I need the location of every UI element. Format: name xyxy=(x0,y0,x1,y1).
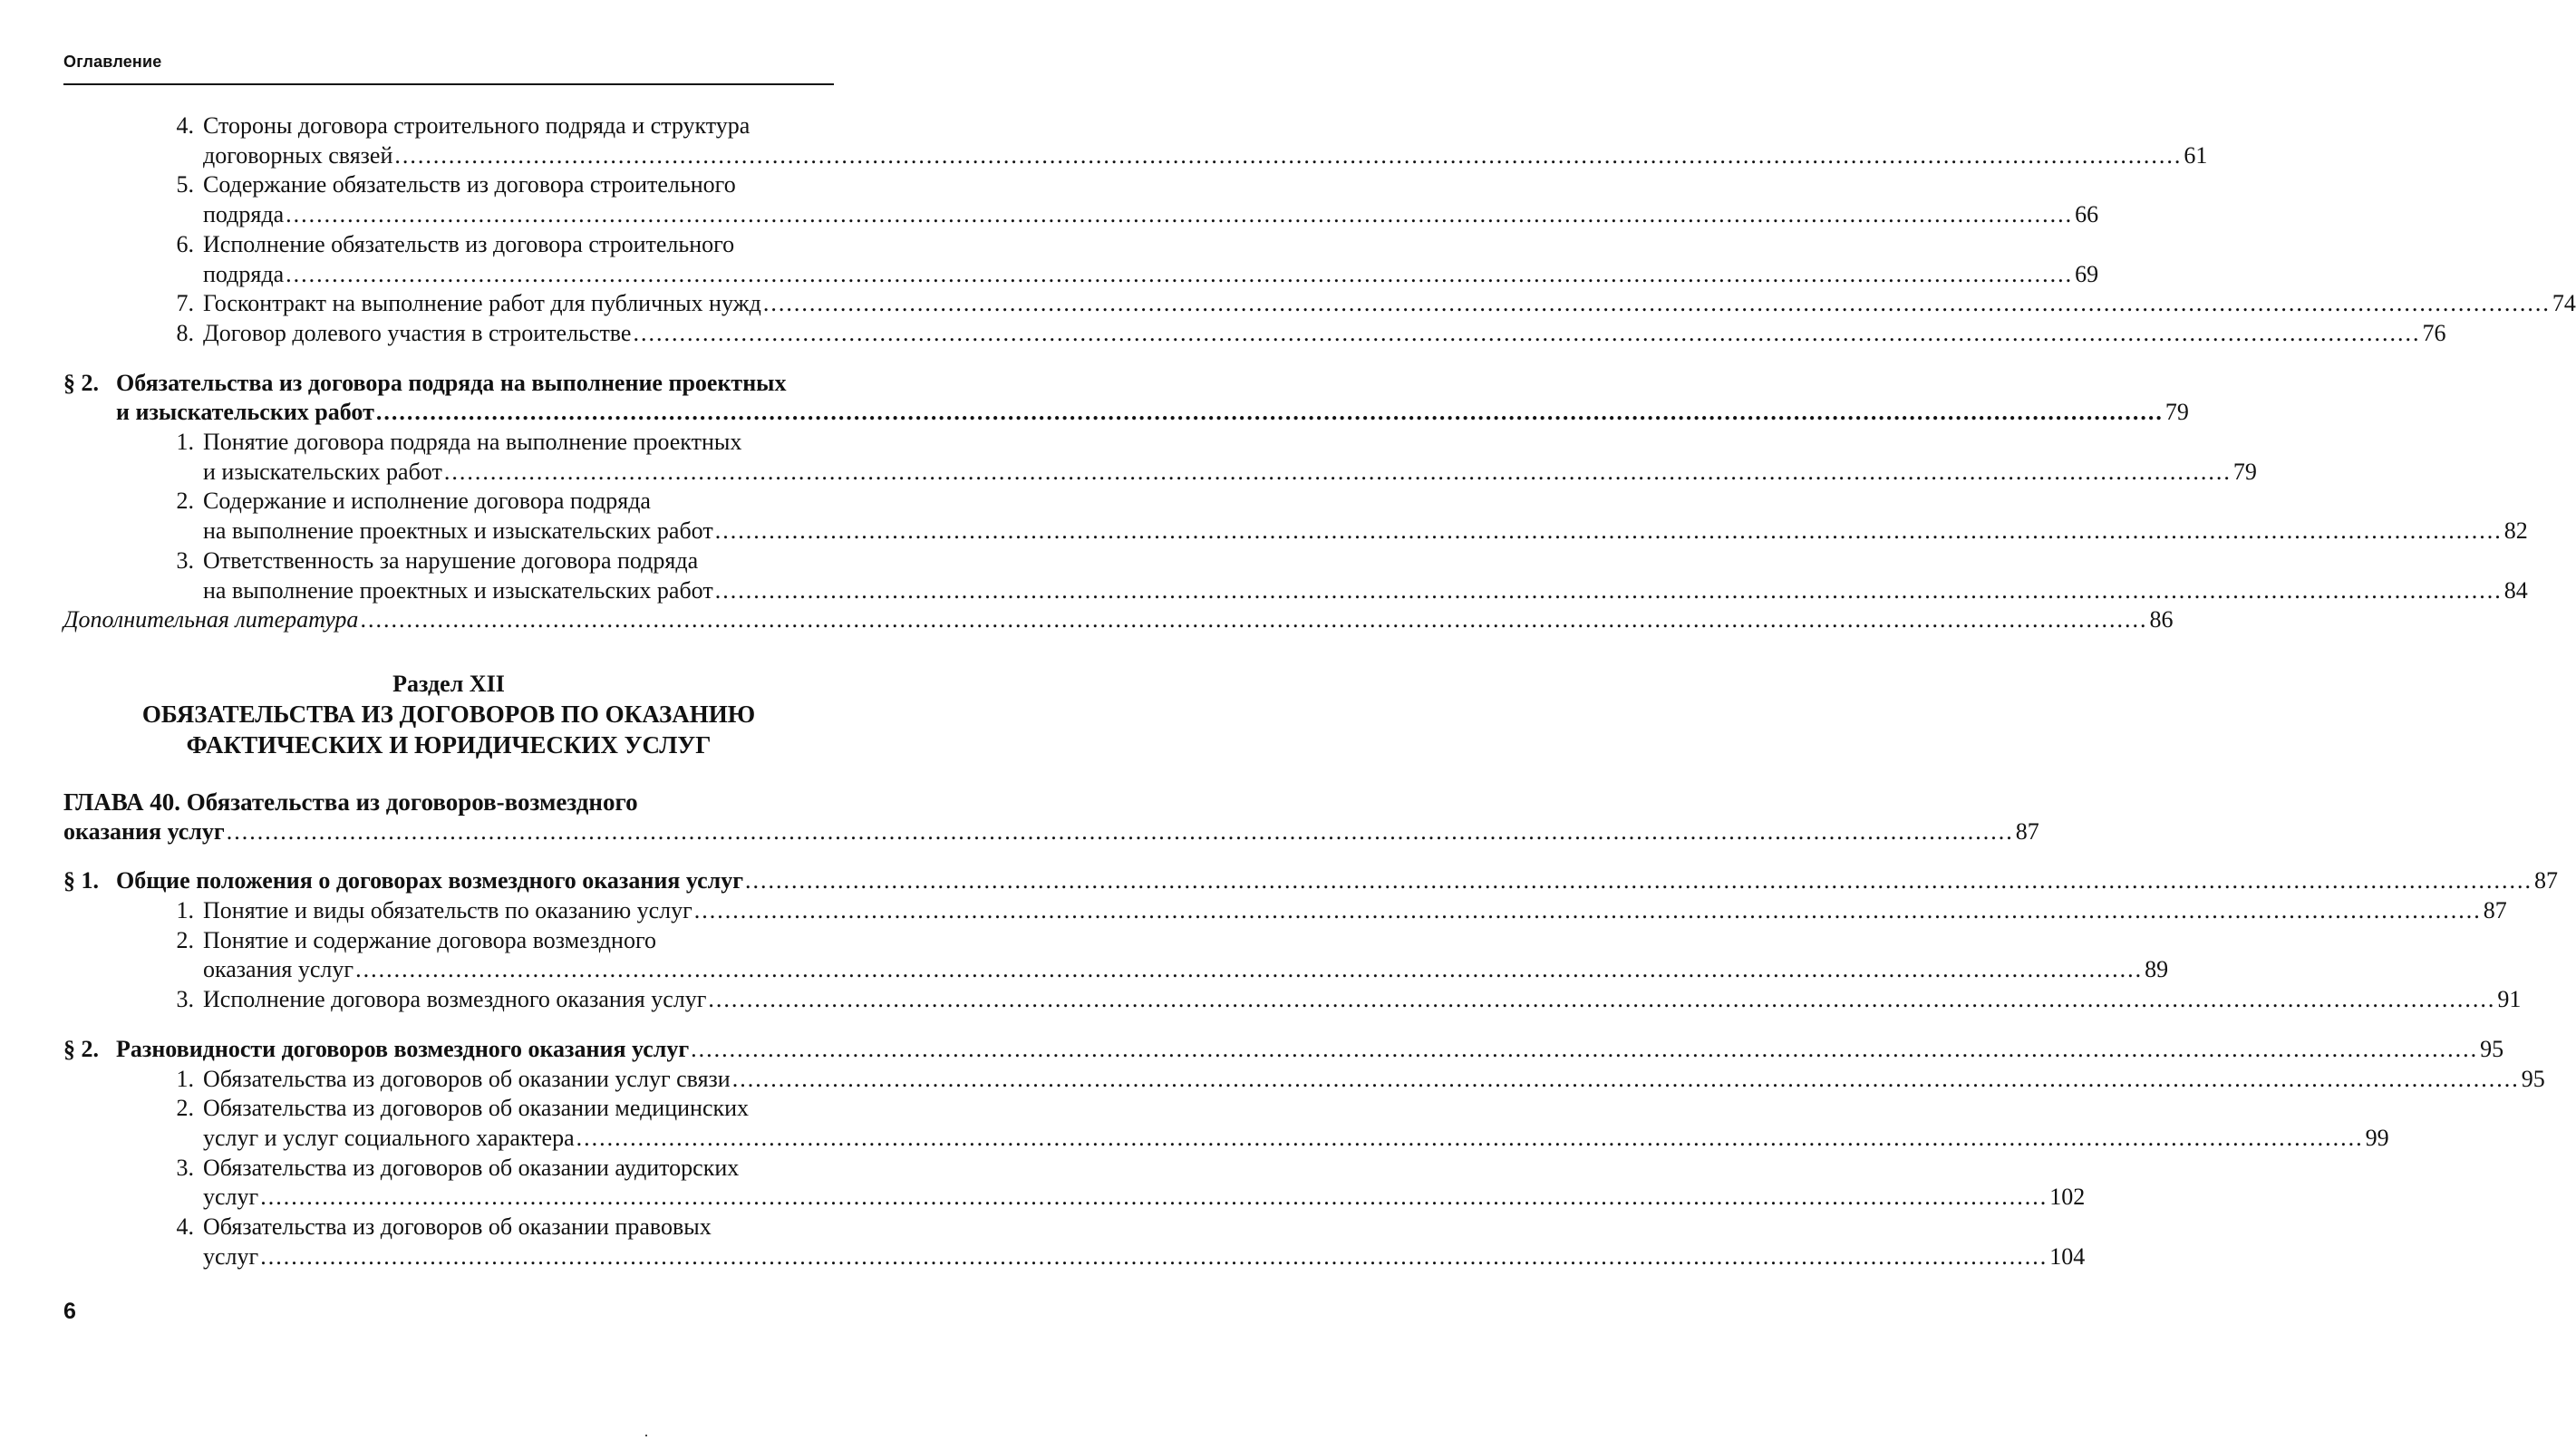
additional-literature-label: Дополнительная литература xyxy=(63,606,359,633)
page-ref: 82 xyxy=(2503,517,2528,545)
dot-leader xyxy=(576,1124,2364,1154)
entry-leader-line xyxy=(203,896,2507,926)
dot-leader xyxy=(360,605,2147,635)
page-number: 6 xyxy=(63,1299,76,1324)
toc-group-general-items xyxy=(63,896,2522,1015)
page-ref: 104 xyxy=(2049,1242,2086,1270)
entry-title-end: подряда xyxy=(203,201,285,228)
entry-leader-line xyxy=(203,985,2521,1015)
dot-leader xyxy=(691,1035,2478,1065)
entry-title-line: Ответственность за нарушение договора подряда xyxy=(203,546,699,574)
entry-number: 6. xyxy=(176,230,194,257)
toc-entry xyxy=(63,319,2446,349)
page-ref: 69 xyxy=(2075,260,2099,287)
chapter-title-end: оказания услуг xyxy=(63,817,225,845)
page-ref: 74 xyxy=(2552,290,2576,317)
entry-title-end: Исполнение договора возмездного оказания услуг xyxy=(203,986,707,1013)
page-ref: 76 xyxy=(2422,319,2446,346)
page-ref: 86 xyxy=(2149,606,2174,633)
dot-leader xyxy=(227,817,2014,847)
entry-title-line: Содержание обязательств из договора строительного xyxy=(203,171,736,198)
scan-speck xyxy=(645,1435,647,1436)
page-ref: 61 xyxy=(2184,141,2208,169)
page-ref: 89 xyxy=(2145,956,2169,983)
part-title-line-2: ФАКТИЧЕСКИХ И ЮРИДИЧЕСКИХ УСЛУГ xyxy=(186,730,712,759)
entry-leader-line xyxy=(203,458,2257,488)
entry-number: 1. xyxy=(176,429,194,456)
entry-leader-line xyxy=(203,517,2528,546)
entry-title-end: Обязательства из договоров об оказании услуг связи xyxy=(203,1065,731,1092)
entry-number: 2. xyxy=(176,488,194,515)
entry-number: 1. xyxy=(176,897,194,924)
page-ref: 79 xyxy=(2164,399,2189,426)
part-heading xyxy=(63,670,834,760)
entry-title-end: договорных связей xyxy=(203,141,393,169)
dot-leader xyxy=(715,517,2503,546)
entry-leader-line xyxy=(203,289,2576,319)
entry-title-end: услуг xyxy=(203,1242,259,1270)
entry-leader-line xyxy=(203,1183,2085,1213)
dot-leader xyxy=(745,866,2532,896)
entry-number: 3. xyxy=(176,546,194,574)
dot-leader xyxy=(376,398,2164,428)
page-ref: 102 xyxy=(2049,1184,2086,1211)
toc-section-2-design xyxy=(63,369,2189,428)
toc-entry xyxy=(63,1213,2086,1271)
dot-leader xyxy=(763,289,2551,319)
dot-leader xyxy=(394,141,2182,171)
entry-leader-line xyxy=(203,1242,2085,1272)
page-ref: 79 xyxy=(2232,458,2257,485)
entry-number: 5. xyxy=(176,171,194,198)
toc-entry xyxy=(63,896,2507,926)
dot-leader xyxy=(260,1242,2048,1272)
entry-leader-line xyxy=(203,1065,2545,1095)
toc-group-varieties-items xyxy=(63,1065,2545,1272)
page-ref: 87 xyxy=(2534,867,2558,894)
toc-entry xyxy=(63,985,2522,1015)
entry-number: 4. xyxy=(176,112,194,139)
chapter-title-line: ГЛАВА 40. Обязательства из договоров-возмездного xyxy=(63,788,638,816)
entry-number: 3. xyxy=(176,1154,194,1181)
toc-group-construction xyxy=(63,111,2576,349)
entry-leader-line xyxy=(203,955,2168,985)
entry-title-line: Обязательства из договоров об оказании медицинских xyxy=(203,1095,750,1122)
page-ref: 87 xyxy=(2015,817,2039,845)
entry-number: 4. xyxy=(176,1213,194,1241)
toc-entry xyxy=(63,546,2528,605)
entry-title-end: на выполнение проектных и изыскательских работ xyxy=(203,517,713,545)
entry-title-end: услуг xyxy=(203,1184,259,1211)
toc-entry xyxy=(63,428,2257,487)
entry-number: 7. xyxy=(176,290,194,317)
entry-title-line: Исполнение обязательств из договора строительного xyxy=(203,230,735,257)
chapter-title-leader xyxy=(63,817,2039,847)
page-ref: 99 xyxy=(2365,1124,2389,1151)
entry-title-end: Госконтракт на выполнение работ для публичных нужд xyxy=(203,290,761,317)
toc-group-design-items xyxy=(63,428,2528,605)
entry-title-end: и изыскательских работ xyxy=(203,458,442,485)
running-header: Оглавление xyxy=(63,53,162,71)
entry-title-end: подряда xyxy=(203,260,285,287)
table-of-contents xyxy=(63,111,2576,1272)
section-number: § 2. xyxy=(63,1035,99,1062)
entry-leader-line xyxy=(203,200,2098,230)
toc-entry xyxy=(63,230,2099,289)
entry-title-end: Понятие и виды обязательств по оказанию услуг xyxy=(203,897,692,924)
entry-title-line: Содержание и исполнение договора подряда xyxy=(203,488,651,515)
page-ref: 95 xyxy=(2521,1065,2545,1092)
toc-entry xyxy=(63,289,2576,319)
dot-leader xyxy=(355,955,2143,985)
dot-leader xyxy=(694,896,2482,926)
section-title-line: Обязательства из договора подряда на выполнение проектных xyxy=(116,369,787,396)
section-title: Общие положения о договорах возмездного оказания услуг xyxy=(116,867,743,894)
entry-title-end: оказания услуг xyxy=(203,956,354,983)
entry-leader-line xyxy=(203,260,2098,290)
entry-number: 1. xyxy=(176,1065,194,1092)
entry-title-end: на выполнение проектных и изыскательских работ xyxy=(203,576,713,604)
entry-number: 2. xyxy=(176,1095,194,1122)
toc-entry xyxy=(63,926,2169,985)
entry-leader-line xyxy=(203,1124,2389,1154)
toc-additional-literature xyxy=(63,605,2174,635)
toc-section-1-general xyxy=(63,866,2558,896)
section-title-end: и изыскательских работ xyxy=(116,399,374,426)
page-ref: 84 xyxy=(2503,576,2528,604)
dot-leader xyxy=(286,260,2073,290)
page-ref: 91 xyxy=(2497,986,2522,1013)
entry-title-line: Стороны договора строительного подряда и структура xyxy=(203,112,751,139)
entry-leader-line xyxy=(203,576,2528,606)
toc-entry xyxy=(63,487,2528,546)
section-number: § 2. xyxy=(63,369,99,396)
entry-leader-line xyxy=(203,319,2445,349)
toc-entry xyxy=(63,1065,2545,1095)
toc-entry xyxy=(63,1094,2389,1153)
entry-title-line: Обязательства из договоров об оказании аудиторских xyxy=(203,1154,740,1181)
entry-number: 8. xyxy=(176,319,194,346)
toc-entry xyxy=(63,170,2099,229)
entry-title-end: Договор долевого участия в строительстве xyxy=(203,319,632,346)
page-ref: 66 xyxy=(2075,201,2099,228)
page-ref: 87 xyxy=(2483,897,2507,924)
entry-number: 2. xyxy=(176,926,194,953)
entry-title-end: услуг и услуг социального характера xyxy=(203,1124,575,1151)
section-number: § 1. xyxy=(63,867,99,894)
dot-leader xyxy=(444,458,2232,488)
entry-number: 3. xyxy=(176,986,194,1013)
dot-leader xyxy=(732,1065,2520,1095)
section-title-leader xyxy=(116,398,2189,428)
dot-leader xyxy=(708,985,2495,1015)
entry-title-line: Понятие договора подряда на выполнение проектных xyxy=(203,429,742,456)
section-title: Разновидности договоров возмездного оказания услуг xyxy=(116,1035,690,1062)
header-rule xyxy=(63,83,834,85)
part-caption: Раздел XII xyxy=(392,670,505,697)
toc-chapter-40 xyxy=(63,788,2039,846)
page-ref: 95 xyxy=(2480,1035,2504,1062)
dot-leader xyxy=(286,200,2073,230)
dot-leader xyxy=(633,319,2420,349)
part-title-line-1: ОБЯЗАТЕЛЬСТВА ИЗ ДОГОВОРОВ ПО ОКАЗАНИЮ xyxy=(141,700,756,728)
entry-leader-line xyxy=(203,141,2207,171)
toc-entry xyxy=(63,1154,2086,1213)
dot-leader xyxy=(715,576,2503,606)
entry-title-line: Обязательства из договоров об оказании правовых xyxy=(203,1213,712,1241)
toc-section-2-varieties xyxy=(63,1035,2504,1065)
dot-leader xyxy=(260,1183,2048,1213)
toc-entry xyxy=(63,111,2208,170)
entry-title-line: Понятие и содержание договора возмездного xyxy=(203,926,656,953)
